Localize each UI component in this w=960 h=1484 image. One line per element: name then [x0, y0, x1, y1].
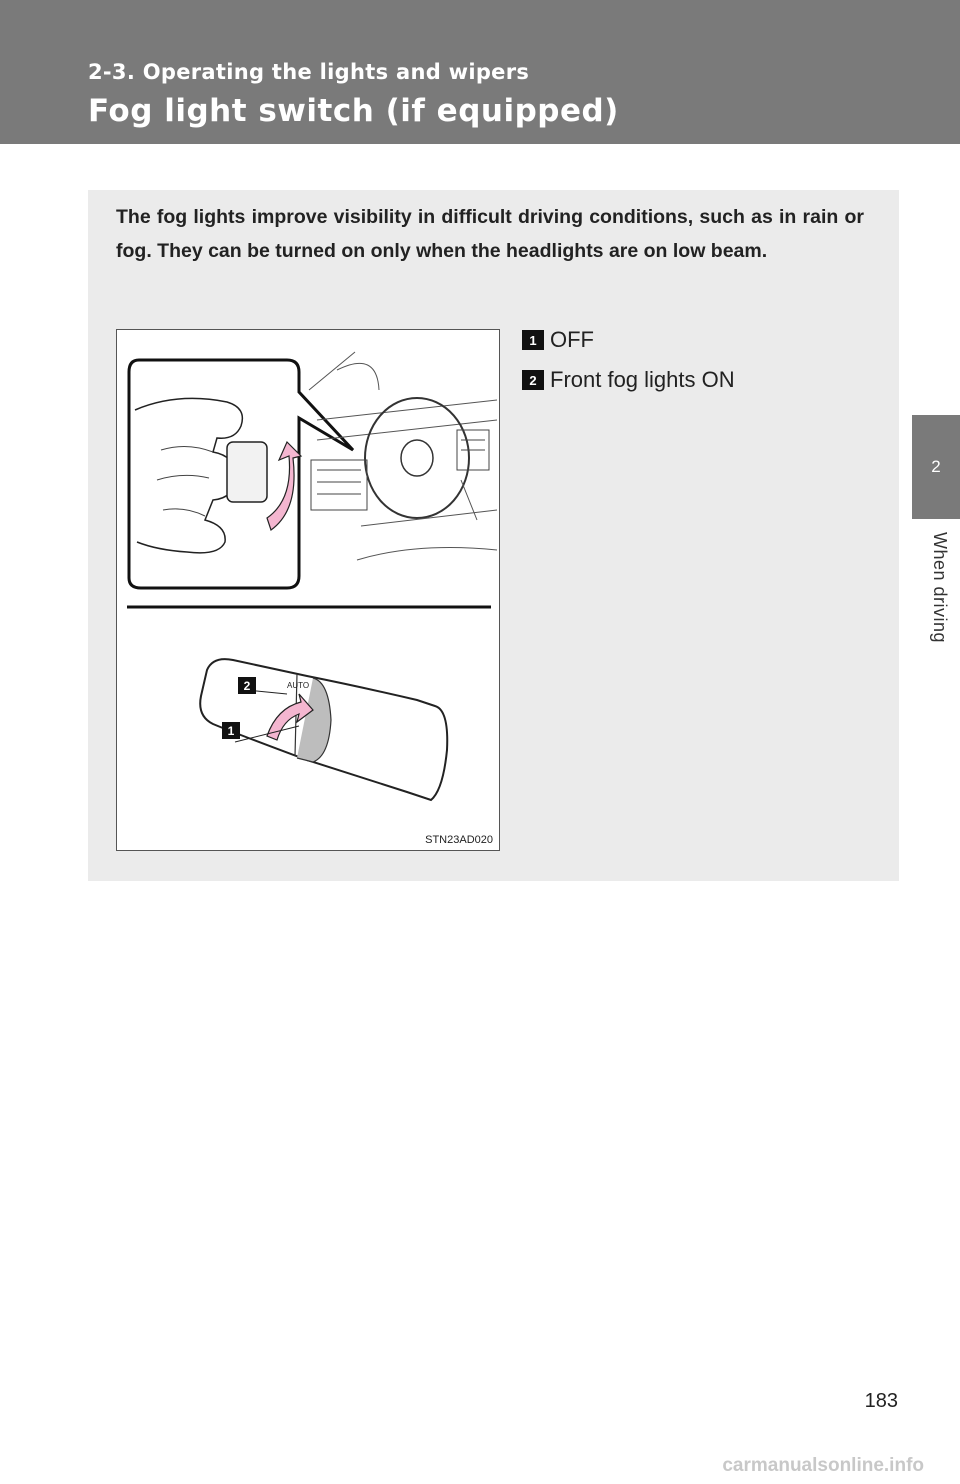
fog-switch-illustration [117, 330, 499, 850]
lever-auto-text: AUTO [287, 681, 310, 690]
steering-wheel [365, 398, 469, 518]
watermark-text: carmanualsonline.info [722, 1455, 924, 1476]
dash-buttons [457, 430, 489, 470]
chapter-label: When driving [930, 532, 950, 644]
fog-switch-figure [116, 329, 500, 851]
page-number: 183 [864, 1390, 898, 1412]
page-title: Fog light switch (if equipped) [88, 93, 619, 129]
figure-badge-1: 1 [222, 722, 240, 739]
figure-badge-2: 2 [238, 677, 256, 694]
switch-knob [227, 442, 267, 502]
header-bar [0, 0, 960, 144]
chapter-number: 2 [931, 457, 941, 476]
section-label: 2-3. Operating the lights and wipers [88, 60, 530, 84]
intro-paragraph: The fog lights improve visibility in difficult driving conditions, such as in rain or fog. They can be turned on only when the headlights are on low beam. [116, 206, 864, 262]
legend-number-badge: 1 [522, 330, 544, 350]
figure-code: STN23AD020 [425, 834, 493, 846]
console-lines [357, 480, 497, 560]
legend-label: Front fog lights ON [550, 367, 735, 392]
legend-label: OFF [550, 327, 594, 352]
dash-panel [311, 460, 367, 510]
steering-hub [401, 440, 433, 476]
chapter-tab[interactable] [912, 415, 960, 519]
legend-list [522, 320, 735, 400]
legend-item-off [522, 320, 735, 360]
legend-item-fog-on [522, 360, 735, 400]
legend-number-badge: 2 [522, 370, 544, 390]
dashboard-lines [309, 352, 497, 440]
